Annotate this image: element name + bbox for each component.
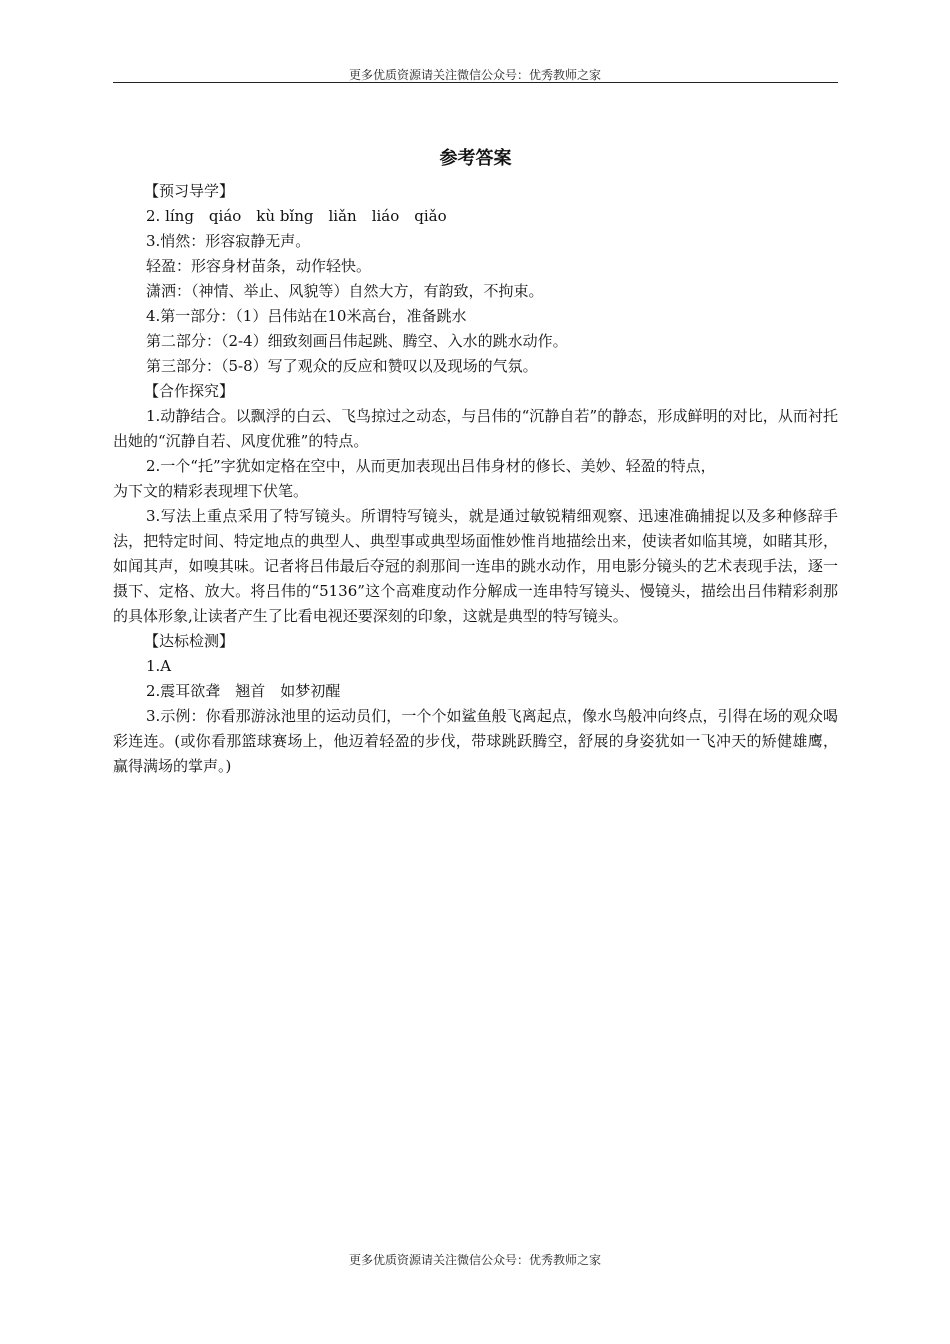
cooperate-paragraph: 3.写法上重点采用了特写镜头。所谓特写镜头，就是通过敏锐精细观察、迅速准确捕捉以及多种修辞手法，把特定时间、特定地点的典型人、典型事或典型场面惟妙惟肖地描绘出来，使读者如临其境，如睹其形，如闻其声，如嗅其味。记者将吕伟最后夺冠的刹那间一连串的跳水动作，用电影分镜头的艺术表现手法，逐一摄下、定格、放大。将吕伟的“5136”这个高难度动作分解成一连串特写镜头、慢镜头，描绘出吕伟精彩刹那的具体形象,让读者产生了比看电视还要深刻的印象，这就是典型的特写镜头。 [113, 507, 838, 625]
page-header: 更多优质资源请关注微信公众号：优秀教师之家 [348, 68, 601, 82]
page-title: 参考答案 [439, 148, 512, 169]
check-paragraph: 3.示例：你看那游泳池里的运动员们，一个个如鲨鱼般飞离起点，像水鸟般冲向终点，引得在场的观众喝彩连连。(或你看那篮球赛场上，他迈着轻盈的步伐，带球跳跃腾空，舒展的身姿犹如一飞冲天的矫健雄鹰，赢得满场的掌声。) [113, 707, 838, 775]
cooperate-paragraph-continuation: 为下文的精彩表现埋下伏笔。 [113, 482, 309, 500]
preview-line: 3.悄然：形容寂静无声。 [146, 232, 311, 250]
preview-line: 第二部分：（2-4）细致刻画吕伟起跳、腾空、入水的跳水动作。 [146, 332, 568, 350]
check-line: 1.A [146, 657, 172, 675]
page-footer: 更多优质资源请关注微信公众号：优秀教师之家 [348, 1253, 601, 1267]
answer-content [113, 145, 838, 779]
preview-line: 2. líng qiáo kù bǐng liǎn liáo qiǎo [146, 207, 447, 225]
preview-line: 4.第一部分：（1）吕伟站在10米高台，准备跳水 [146, 307, 467, 325]
section-heading-check: 【达标检测】 [144, 632, 235, 650]
cooperate-paragraph: 1.动静结合。以飘浮的白云、飞鸟掠过之动态，与吕伟的“沉静自若”的静态，形成鲜明的对比，从而衬托出她的“沉静自若、风度优雅”的特点。 [113, 407, 838, 450]
header-divider [113, 82, 838, 83]
preview-line: 轻盈：形容身材苗条，动作轻快。 [146, 257, 372, 275]
check-line: 2.震耳欲聋 翘首 如梦初醒 [146, 682, 341, 700]
section-heading-cooperate: 【合作探究】 [144, 382, 235, 400]
cooperate-paragraph: 2.一个“托”字犹如定格在空中，从而更加表现出吕伟身材的修长、美妙、轻盈的特点， [146, 457, 716, 475]
preview-line: 潇洒：（神情、举止、风貌等）自然大方，有韵致，不拘束。 [146, 282, 544, 300]
preview-line: 第三部分：（5-8）写了观众的反应和赞叹以及现场的气氛。 [146, 357, 538, 375]
section-heading-preview: 【预习导学】 [144, 182, 235, 200]
